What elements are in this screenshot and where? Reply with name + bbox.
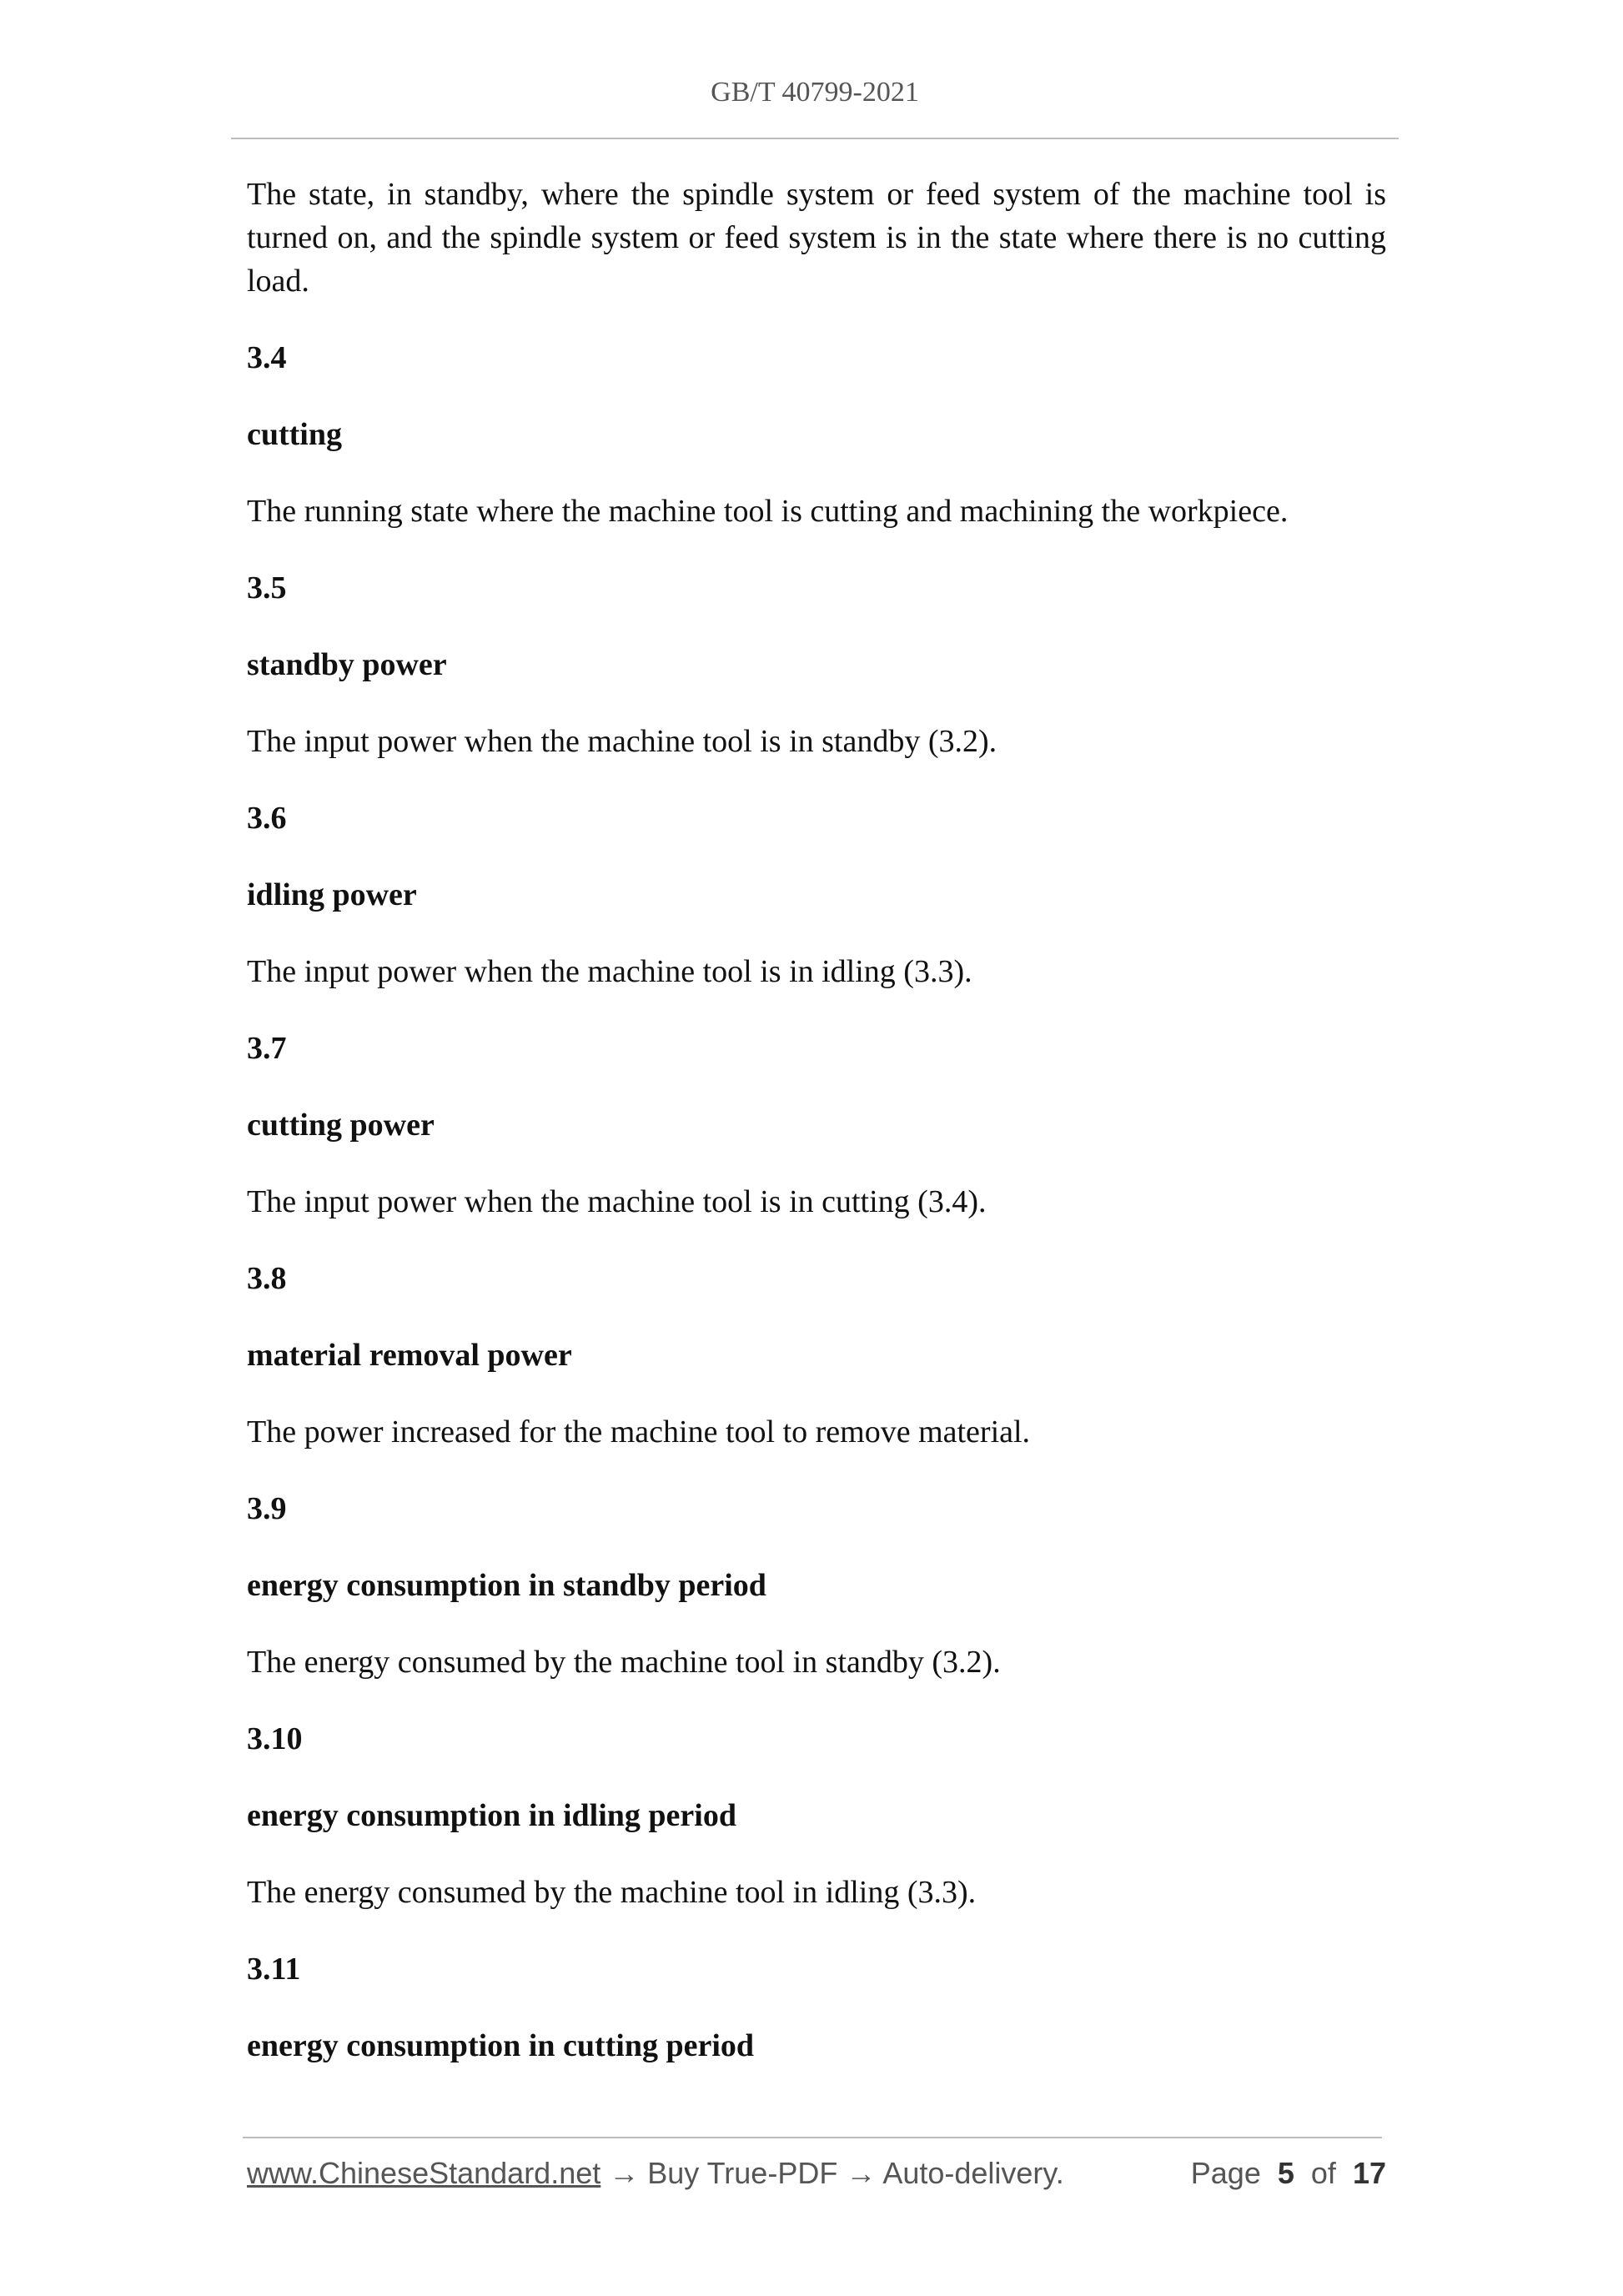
page-of-label: of [1310,2156,1336,2190]
term-number: 3.10 [247,1721,303,1756]
term-entry [247,1717,1386,1947]
header-divider [231,138,1399,139]
term-title: idling power [247,877,417,912]
term-title: cutting [247,417,342,452]
page-footer [247,2156,1386,2191]
term-title: cutting power [247,1108,435,1143]
term-number: 3.11 [247,1952,301,1987]
document-code-header: GB/T 40799-2021 [711,77,919,108]
term-definition: The energy consumed by the machine tool in standby (3.2). [247,1645,1001,1680]
page-indicator [1191,2156,1386,2191]
term-number: 3.6 [247,801,287,836]
term-title: material removal power [247,1338,572,1373]
term-entry [247,1027,1386,1257]
intro-paragraph: The state, in standby, where the spindle system or feed system of the machine tool is turned on, and the spindle system or feed system is in the state where there is no cutting load. [247,177,1386,299]
term-title: energy consumption in idling period [247,1798,736,1833]
footer-divider [243,2137,1382,2138]
term-title: standby power [247,647,447,682]
term-definition: The input power when the machine tool is in idling (3.3). [247,954,972,989]
term-definition: The running state where the machine tool is cutting and machining the workpiece. [247,494,1289,529]
term-number: 3.9 [247,1491,287,1526]
website-link[interactable]: www.ChineseStandard.net [247,2156,601,2190]
footer-tagline: → Buy True-PDF → Auto-delivery. [600,2156,1064,2190]
term-number: 3.8 [247,1261,287,1296]
term-definition: The power increased for the machine tool to remove material. [247,1414,1031,1449]
term-number: 3.4 [247,340,287,375]
term-entry [247,336,1386,566]
term-entry [247,1257,1386,1487]
term-entry [247,566,1386,796]
page-total: 17 [1352,2156,1386,2190]
page-label: Page [1190,2156,1261,2190]
term-definition: The input power when the machine tool is in standby (3.2). [247,724,997,759]
term-number: 3.7 [247,1031,287,1066]
term-definition: The energy consumed by the machine tool in idling (3.3). [247,1875,977,1910]
term-title: energy consumption in standby period [247,1568,766,1603]
page-current: 5 [1277,2156,1294,2190]
term-entry [247,796,1386,1027]
term-entry [247,1487,1386,1717]
document-body [247,173,1386,2067]
term-entry [247,1947,1386,2067]
term-definition: The input power when the machine tool is in cutting (3.4). [247,1184,987,1219]
term-number: 3.5 [247,570,287,605]
footer-promo [247,2156,1064,2191]
term-title: energy consumption in cutting period [247,2028,755,2063]
